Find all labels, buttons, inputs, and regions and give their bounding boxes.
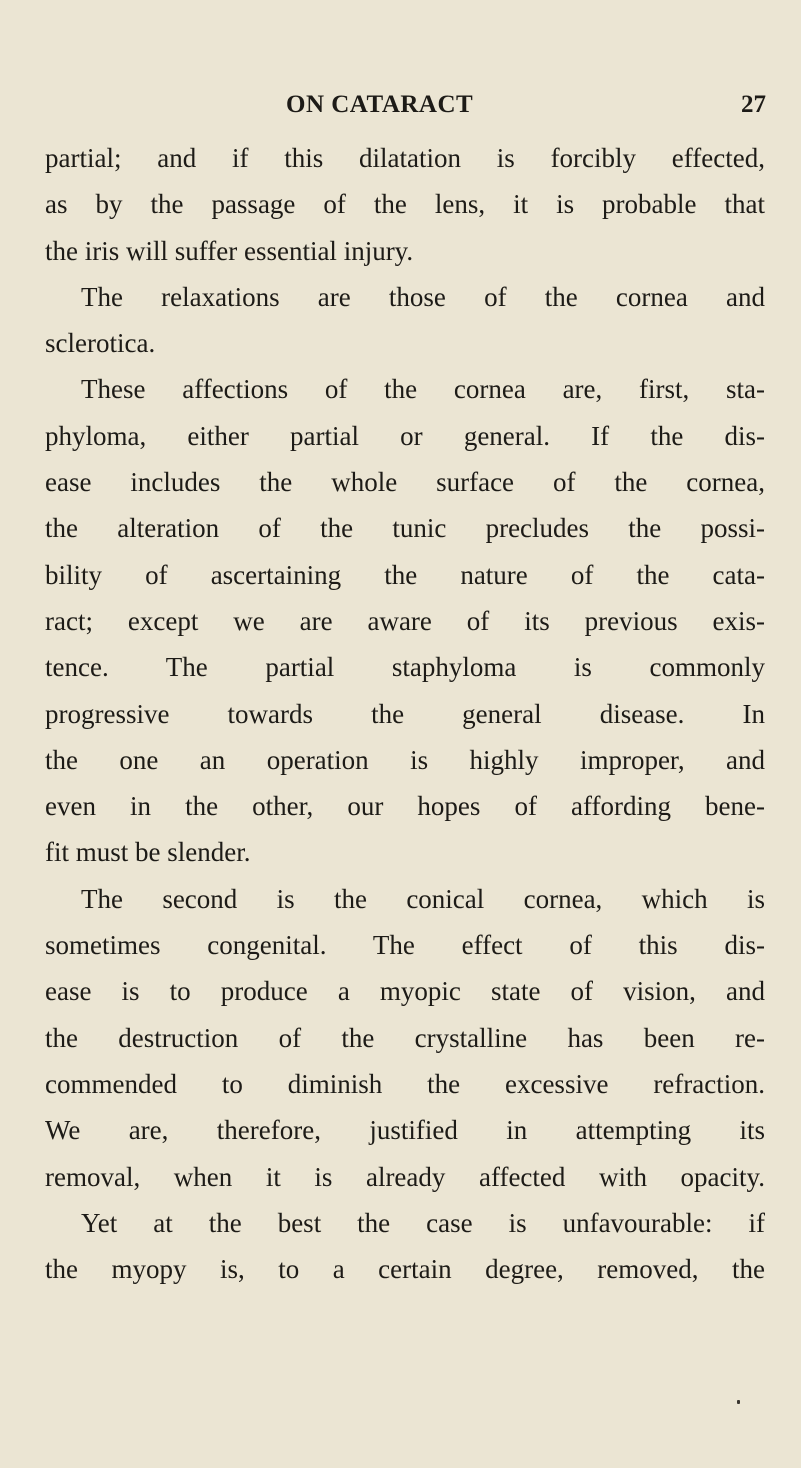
- running-header: [0, 91, 801, 125]
- paragraph-start-line: Yet at the best the case is unfavourable: if: [81, 1207, 765, 1238]
- text-line: as by the passage of the lens, it is probable that: [45, 189, 765, 220]
- text-line: the myopy is, to a certain degree, removed, the: [45, 1254, 765, 1285]
- text-line: ease is to produce a myopic state of vision, and: [45, 976, 765, 1007]
- text-line: the destruction of the crystalline has been re-: [45, 1022, 765, 1053]
- text-line: sclerotica.: [45, 328, 156, 359]
- ink-speck: [737, 1400, 740, 1404]
- text-line: sometimes congenital. The effect of this dis-: [45, 930, 765, 961]
- paragraph-start-line: These affections of the cornea are, first, sta-: [81, 374, 765, 405]
- text-line: partial; and if this dilatation is forcibly effected,: [45, 143, 765, 173]
- text-line: bility of ascertaining the nature of the cata-: [45, 559, 765, 590]
- text-line: fit must be slender.: [45, 837, 251, 868]
- text-line: the one an operation is highly improper, and: [45, 744, 765, 775]
- text-line: the iris will suffer essential injury.: [45, 235, 414, 266]
- text-line: phyloma, either partial or general. If the dis-: [45, 420, 765, 451]
- text-line: ease includes the whole surface of the cornea,: [45, 467, 765, 498]
- text-line: removal, when it is already affected with opacity.: [45, 1161, 765, 1192]
- text-line: the alteration of the tunic precludes the possi-: [45, 513, 765, 544]
- text-line: progressive towards the general disease. In: [45, 698, 765, 729]
- text-line: even in the other, our hopes of affording bene-: [45, 791, 765, 822]
- text-line: ract; except we are aware of its previous exis-: [45, 605, 765, 636]
- paragraph-start-line: The second is the conical cornea, which is: [81, 883, 765, 914]
- text-line: commended to diminish the excessive refraction.: [45, 1068, 765, 1099]
- running-title: ON CATARACT: [286, 91, 474, 118]
- paragraph-start-line: The relaxations are those of the cornea and: [81, 281, 765, 312]
- text-line: We are, therefore, justified in attempting its: [45, 1115, 765, 1146]
- body-text: [45, 135, 765, 1292]
- text-line: tence. The partial staphyloma is commonly: [45, 652, 765, 683]
- page-number: 27: [741, 91, 766, 118]
